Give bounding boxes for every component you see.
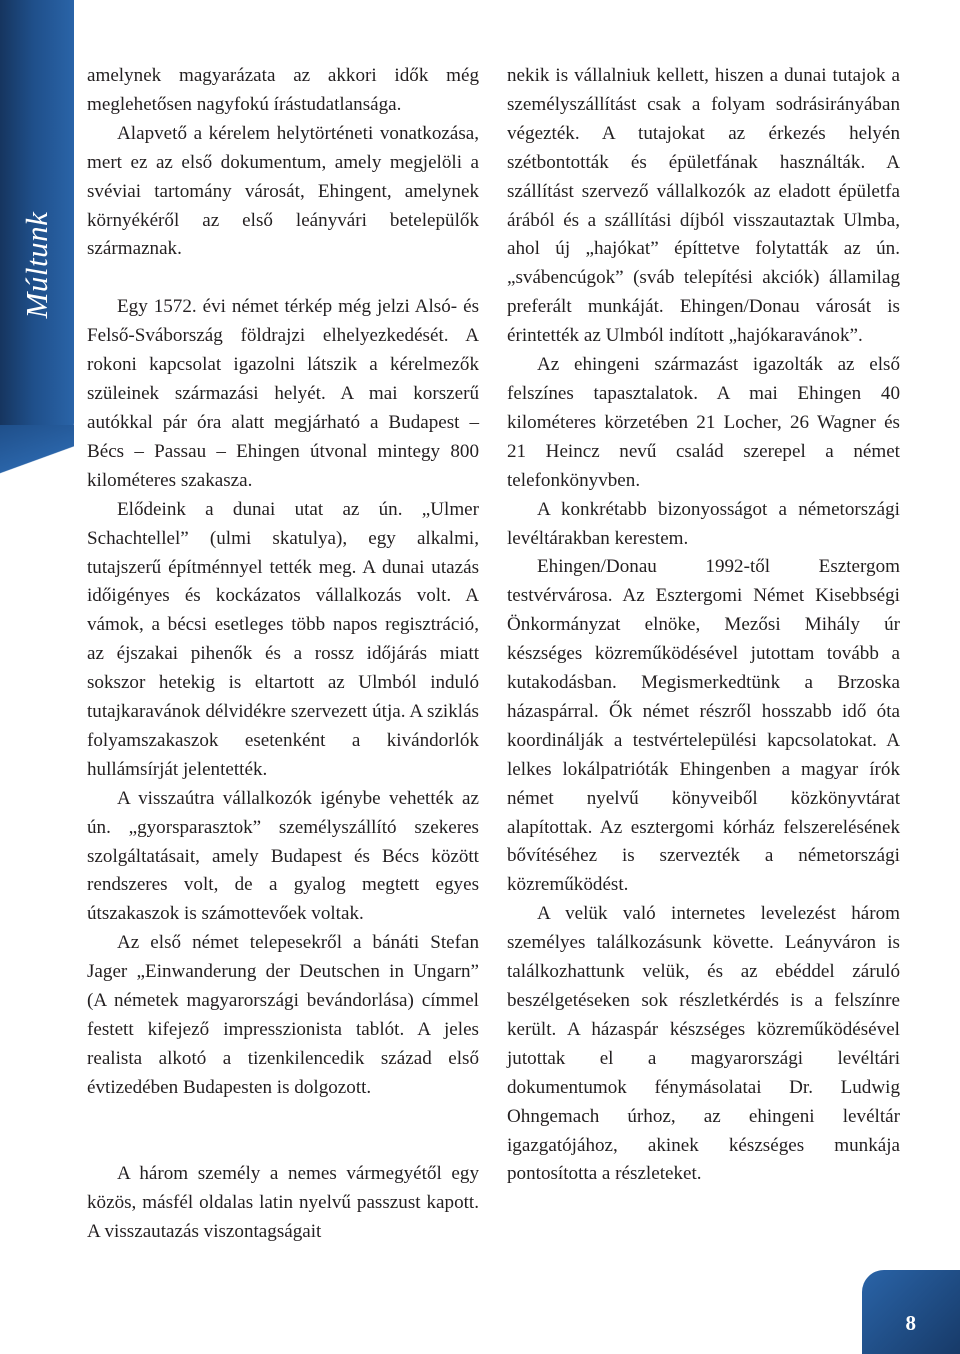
paragraph: amelynek magyarázata az akkori idők még meglehetősen nagyfokú írástudatlansága. [87,65,479,115]
paragraph: Alapvető a kérelem helytörténeti vonatkozása, mert ez az első dokumentum, amely megjelöli a svéviai tartomány városát, Ehingent, amelynek környékéről az első leányvári betelepülők származnak. [87,122,479,260]
paragraph: A konkrétabb bizonyosságot a németországi levéltárakban kerestem. [507,498,900,549]
paragraph: Az ehingeni származást igazolták az első felszínes tapasztalatok. A mai Ehingen 40 kilométeres körzetében 21 Locher, 26 Wagner és 21 Heincz nevű család szerepel a német telefonkönyvben. [507,354,900,491]
page-number: 8 [905,1311,916,1335]
paragraph: Elődeink a dunai utat az ún. „Ulmer Schachtellel” (ulmi skatulya), egy alkalmi, tutajszerű építménnyel tették meg. A dunai utazás időigényes és kockázatos vállalkozás volt. A vámok, a bécsi esetleges több napos regisztráció, az éjszakai pihenők és a rossz időjárás miatt sokszor hetekig is eltartott az Ulmból induló tutajkaravánok délvidékre szervezett útja. A sziklás folyamszakaszok esetenként a kivándorlók hullámsírját jelentették. [87,498,479,780]
right-text-column [507,62,900,1189]
paragraph: Az első német telepesekről a bánáti Stefan Jager „Einwanderung der Deutschen in Ungarn” (A németek magyarországi bevándorlása) címmel festett kifejező impresszionista tablót. A jeles realista alkotó a tizenkilencedik század első évtizedében Budapesten is dolgozott. [87,932,479,1098]
section-title: Múltunk [19,211,54,319]
paragraph: Egy 1572. évi német térkép még jelzi Alsó- és Felső-Svábország földrajzi elhelyezkedését. A rokoni kapcsolat igazolni látszik a kérelmezők szüleinek származási helyét. A mai korszerű autókkal pár óra alatt megjárható a Budapest – Bécs – Passau – Ehingen útvonal mintegy 800 kilométeres szakasza. [87,296,479,491]
paragraph: A visszaútra vállalkozók igénybe vehették az ún. „gyorsparasztok” személyszállító szekeres szolgáltatásait, amely Budapest és Bécs között rendszeres volt, de a gyalog megtett egyes útszakaszok is számottevőek voltak. [87,787,479,925]
paragraph: Ehingen/Donau 1992-től Esztergom testvérvárosa. Az Esztergomi Német Kisebbségi Önkormányzat elnöke, Mezősi Mihály úr készséges közreműködésével jutottam tovább a kutakodásban. Megismerkedtünk a Brzoska házaspárral. Ők német részről hosszabb idő óta koordinálják a testvértelepülési kapcsolatokat. A lelkes lokálpatrióták Ehingenben a magyar írók német nyelvű könyveiből közkönyvtárat alapítottak. Az esztergomi kórház felszerelésének bővítéséhez is szervezték a németországi közreműködést. [507,556,900,896]
section-side-band [0,0,74,445]
left-text-column [87,62,479,1246]
paragraph: A velük való internetes levelezést három személyes találkozásunk követte. Leányváron is találkozhattunk velük, és az ebéddel záruló beszélgetéseken sok részletkérdés is a felszínre került. A házaspár készséges közreműködésével jutottak el a magyarországi levéltári dokumentumok fénymásolatai Dr. Ludwig Ohngemach úrhoz, az ehingeni levéltár igazgatójához, akinek készséges munkája pontosította a részleteket. [507,903,900,1185]
paragraph: nekik is vállalniuk kellett, hiszen a dunai tutajok a személyszállítást csak a folyam sodrásirányában végezték. A tutajokat az érkezés helyén szétbontották és épületfának használták. A szállítást szervező vállalkozók az eladott épületfa árából és a szállítási díjból visszautaztak Ulmba, ahol új „hajókat” építtetve folytatták az ún. „svábencúgok” (sváb telepítési akciók) államilag preferált munkáját. Ehingen/Donau városát is érintették az Ulmból indított „hajókaravánok”. [507,65,900,347]
paragraph: A három személy a nemes vármegyétől egy közös, másfél oldalas latin nyelvű passzust kapott. A visszautazás viszontagságait [87,1162,479,1242]
